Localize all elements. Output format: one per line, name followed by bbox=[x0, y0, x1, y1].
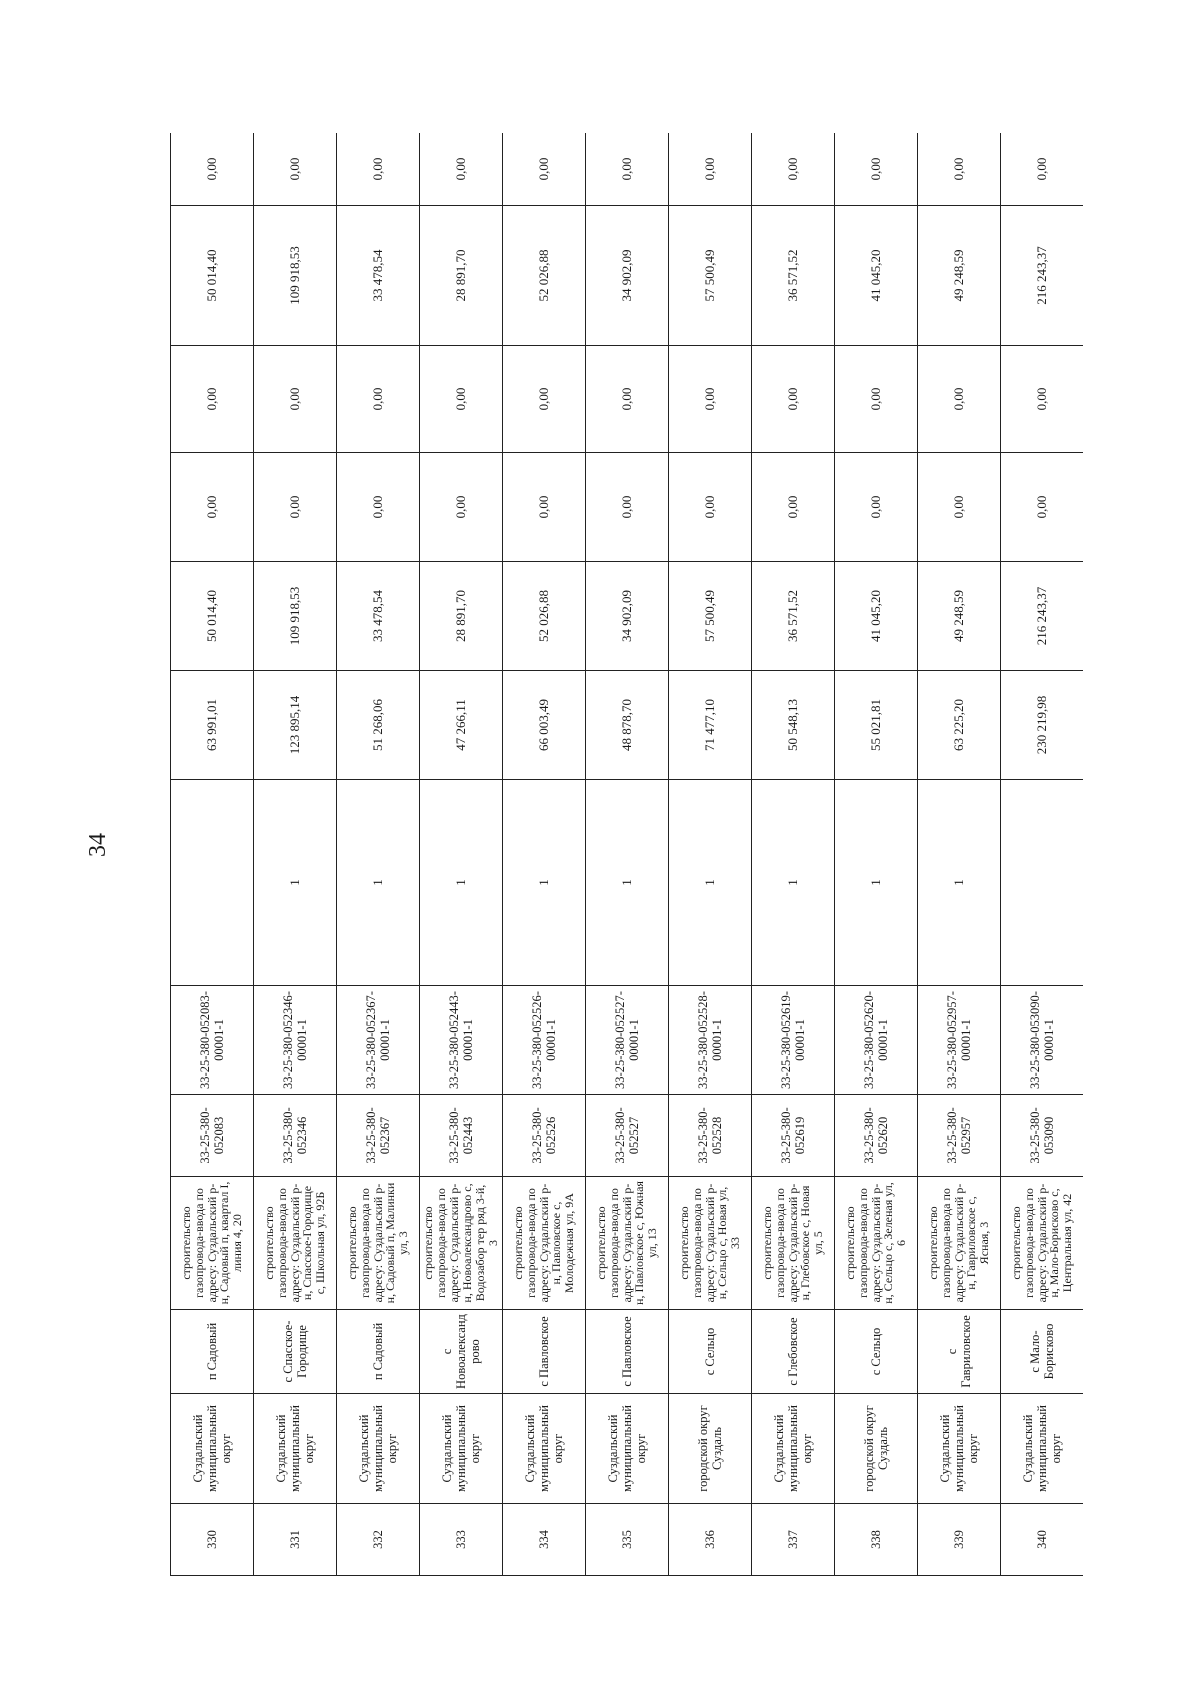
amount-cell: 0,00 bbox=[752, 453, 835, 562]
object-id-cell: 33-25-380-052346-00001-1 bbox=[254, 986, 337, 1095]
cost-cell: 55 021,81 bbox=[835, 671, 918, 780]
description-cell: строительство газопровода-ввода по адресу: Суздальский р-н, Спасское-Городище с, Школьная ул, 92Б bbox=[254, 1177, 337, 1310]
amount-cell: 28 891,70 bbox=[420, 562, 503, 671]
quantity-cell: 1 bbox=[254, 780, 337, 986]
amount-cell: 0,00 bbox=[586, 133, 669, 206]
table-row bbox=[254, 133, 337, 1576]
amount-cell: 57 500,49 bbox=[669, 206, 752, 346]
description-cell: строительство газопровода-ввода по адресу: Суздальский р-н, Сельцо с, Новая ул, 33 bbox=[669, 1177, 752, 1310]
amount-cell: 0,00 bbox=[669, 133, 752, 206]
amount-cell: 33 478,54 bbox=[337, 562, 420, 671]
row-number: 337 bbox=[752, 1504, 835, 1576]
cost-cell: 63 991,01 bbox=[171, 671, 254, 780]
code-cell: 33-25-380-052528 bbox=[669, 1095, 752, 1177]
description-cell: строительство газопровода-ввода по адресу: Суздальский р-н, Гавриловское с, Ясная, 3 bbox=[918, 1177, 1001, 1310]
cost-cell: 48 878,70 bbox=[586, 671, 669, 780]
amount-cell: 109 918,53 bbox=[254, 562, 337, 671]
cost-cell: 123 895,14 bbox=[254, 671, 337, 780]
locality-cell: п Садовый bbox=[171, 1310, 254, 1394]
code-cell: 33-25-380-052346 bbox=[254, 1095, 337, 1177]
cost-cell: 51 268,06 bbox=[337, 671, 420, 780]
quantity-cell: 1 bbox=[669, 780, 752, 986]
row-number: 330 bbox=[171, 1504, 254, 1576]
amount-cell: 0,00 bbox=[171, 133, 254, 206]
row-number: 331 bbox=[254, 1504, 337, 1576]
amount-cell: 0,00 bbox=[586, 453, 669, 562]
row-number: 334 bbox=[503, 1504, 586, 1576]
table-row bbox=[1001, 133, 1084, 1576]
amount-cell: 0,00 bbox=[420, 133, 503, 206]
table-row bbox=[918, 133, 1001, 1576]
amount-cell: 0,00 bbox=[420, 453, 503, 562]
amount-cell: 49 248,59 bbox=[918, 206, 1001, 346]
amount-cell: 41 045,20 bbox=[835, 562, 918, 671]
locality-cell: с Павловское bbox=[503, 1310, 586, 1394]
object-id-cell: 33-25-380-053090-00001-1 bbox=[1001, 986, 1084, 1095]
amount-cell: 0,00 bbox=[1001, 133, 1084, 206]
row-number: 338 bbox=[835, 1504, 918, 1576]
amount-cell: 0,00 bbox=[835, 133, 918, 206]
quantity-cell: 1 bbox=[420, 780, 503, 986]
locality-cell: с Глебовское bbox=[752, 1310, 835, 1394]
amount-cell: 216 243,37 bbox=[1001, 562, 1084, 671]
description-cell: строительство газопровода-ввода по адресу: Суздальский р-н, Павловское с, Молодежная ул, 9А bbox=[503, 1177, 586, 1310]
description-cell: строительство газопровода-ввода по адресу: Суздальский р-н, Новоалександрово с, Водозабор тер ряд 3-й, 3 bbox=[420, 1177, 503, 1310]
cost-cell: 47 266,11 bbox=[420, 671, 503, 780]
object-id-cell: 33-25-380-052527-00001-1 bbox=[586, 986, 669, 1095]
object-id-cell: 33-25-380-052957-00001-1 bbox=[918, 986, 1001, 1095]
quantity-cell: 1 bbox=[918, 780, 1001, 986]
amount-cell: 50 014,40 bbox=[171, 562, 254, 671]
amount-cell: 0,00 bbox=[752, 346, 835, 453]
row-number: 333 bbox=[420, 1504, 503, 1576]
cost-cell: 50 548,13 bbox=[752, 671, 835, 780]
amount-cell: 0,00 bbox=[835, 453, 918, 562]
quantity-cell: 1 bbox=[752, 780, 835, 986]
district-cell: Суздальский муниципальный округ bbox=[337, 1394, 420, 1504]
amount-cell: 0,00 bbox=[503, 346, 586, 453]
amount-cell: 0,00 bbox=[669, 346, 752, 453]
amount-cell: 0,00 bbox=[171, 346, 254, 453]
amount-cell: 0,00 bbox=[254, 453, 337, 562]
district-cell: Суздальский муниципальный округ bbox=[1001, 1394, 1084, 1504]
code-cell: 33-25-380-052083 bbox=[171, 1095, 254, 1177]
amount-cell: 28 891,70 bbox=[420, 206, 503, 346]
row-number: 340 bbox=[1001, 1504, 1084, 1576]
quantity-cell: 1 bbox=[586, 780, 669, 986]
quantity-cell: 1 bbox=[835, 780, 918, 986]
amount-cell: 0,00 bbox=[918, 133, 1001, 206]
amount-cell: 216 243,37 bbox=[1001, 206, 1084, 346]
locality-cell: с Спасское-Городище bbox=[254, 1310, 337, 1394]
amount-cell: 0,00 bbox=[420, 346, 503, 453]
amount-cell: 0,00 bbox=[503, 453, 586, 562]
amount-cell: 0,00 bbox=[586, 346, 669, 453]
description-cell: строительство газопровода-ввода по адресу: Суздальский р-н, Мало-Борисково с, Центральная ул, 42 bbox=[1001, 1177, 1084, 1310]
object-id-cell: 33-25-380-052620-00001-1 bbox=[835, 986, 918, 1095]
code-cell: 33-25-380-052443 bbox=[420, 1095, 503, 1177]
locality-cell: п Садовый bbox=[337, 1310, 420, 1394]
quantity-cell: 1 bbox=[337, 780, 420, 986]
amount-cell: 34 902,09 bbox=[586, 206, 669, 346]
cost-cell: 71 477,10 bbox=[669, 671, 752, 780]
district-cell: Суздальский муниципальный округ bbox=[420, 1394, 503, 1504]
row-number: 339 bbox=[918, 1504, 1001, 1576]
amount-cell: 33 478,54 bbox=[337, 206, 420, 346]
amount-cell: 36 571,52 bbox=[752, 562, 835, 671]
district-cell: Суздальский муниципальный округ bbox=[503, 1394, 586, 1504]
page-number: 34 bbox=[85, 833, 111, 857]
cost-cell: 230 219,98 bbox=[1001, 671, 1084, 780]
table-container bbox=[170, 133, 1083, 1576]
district-cell: Суздальский муниципальный округ bbox=[918, 1394, 1001, 1504]
district-cell: Суздальский муниципальный округ bbox=[586, 1394, 669, 1504]
amount-cell: 34 902,09 bbox=[586, 562, 669, 671]
code-cell: 33-25-380-052527 bbox=[586, 1095, 669, 1177]
table-row bbox=[503, 133, 586, 1576]
table-row bbox=[835, 133, 918, 1576]
amount-cell: 0,00 bbox=[918, 346, 1001, 453]
amount-cell: 0,00 bbox=[1001, 346, 1084, 453]
description-cell: строительство газопровода-ввода по адресу: Суздальский р-н, Глебовское с, Новая ул, 5 bbox=[752, 1177, 835, 1310]
locality-cell: с Сельцо bbox=[835, 1310, 918, 1394]
table-row bbox=[669, 133, 752, 1576]
locality-cell: с Сельцо bbox=[669, 1310, 752, 1394]
row-number: 332 bbox=[337, 1504, 420, 1576]
amount-cell: 0,00 bbox=[503, 133, 586, 206]
amount-cell: 52 026,88 bbox=[503, 562, 586, 671]
description-cell: строительство газопровода-ввода по адресу: Суздальский р-н, Садовый п, квартал I, линия 4, 20 bbox=[171, 1177, 254, 1310]
table-row bbox=[420, 133, 503, 1576]
row-number: 336 bbox=[669, 1504, 752, 1576]
cost-cell: 66 003,49 bbox=[503, 671, 586, 780]
amount-cell: 36 571,52 bbox=[752, 206, 835, 346]
quantity-cell bbox=[1001, 780, 1084, 986]
amount-cell: 0,00 bbox=[337, 346, 420, 453]
object-id-cell: 33-25-380-052528-00001-1 bbox=[669, 986, 752, 1095]
district-cell: Суздальский муниципальный округ bbox=[752, 1394, 835, 1504]
object-id-cell: 33-25-380-052083-00001-1 bbox=[171, 986, 254, 1095]
district-cell: Суздальский муниципальный округ bbox=[171, 1394, 254, 1504]
table-row bbox=[752, 133, 835, 1576]
table-body bbox=[171, 133, 1084, 1576]
description-cell: строительство газопровода-ввода по адресу: Суздальский р-н, Павловское с, Южная ул, 13 bbox=[586, 1177, 669, 1310]
amount-cell: 109 918,53 bbox=[254, 206, 337, 346]
table-row bbox=[586, 133, 669, 1576]
row-number: 335 bbox=[586, 1504, 669, 1576]
amount-cell: 0,00 bbox=[669, 453, 752, 562]
code-cell: 33-25-380-052619 bbox=[752, 1095, 835, 1177]
amount-cell: 0,00 bbox=[337, 453, 420, 562]
district-cell: городской округ Суздаль bbox=[835, 1394, 918, 1504]
amount-cell: 41 045,20 bbox=[835, 206, 918, 346]
table-row bbox=[171, 133, 254, 1576]
table-row bbox=[337, 133, 420, 1576]
code-cell: 33-25-380-052526 bbox=[503, 1095, 586, 1177]
cost-cell: 63 225,20 bbox=[918, 671, 1001, 780]
locality-cell: с Новоалександрово bbox=[420, 1310, 503, 1394]
amount-cell: 52 026,88 bbox=[503, 206, 586, 346]
locality-cell: с Гавриловское bbox=[918, 1310, 1001, 1394]
district-cell: Суздальский муниципальный округ bbox=[254, 1394, 337, 1504]
quantity-cell: 1 bbox=[503, 780, 586, 986]
object-id-cell: 33-25-380-052367-00001-1 bbox=[337, 986, 420, 1095]
description-cell: строительство газопровода-ввода по адресу: Суздальский р-н, Садовый п, Малинки ул, 3 bbox=[337, 1177, 420, 1310]
amount-cell: 0,00 bbox=[337, 133, 420, 206]
amount-cell: 0,00 bbox=[254, 346, 337, 453]
locality-cell: с Павловское bbox=[586, 1310, 669, 1394]
locality-cell: с Мало-Борисково bbox=[1001, 1310, 1084, 1394]
data-table bbox=[170, 133, 1083, 1576]
amount-cell: 0,00 bbox=[752, 133, 835, 206]
description-cell: строительство газопровода-ввода по адресу: Суздальский р-н, Сельцо с, Зеленая ул, 6 bbox=[835, 1177, 918, 1310]
code-cell: 33-25-380-052367 bbox=[337, 1095, 420, 1177]
quantity-cell bbox=[171, 780, 254, 986]
code-cell: 33-25-380-052620 bbox=[835, 1095, 918, 1177]
object-id-cell: 33-25-380-052619-00001-1 bbox=[752, 986, 835, 1095]
code-cell: 33-25-380-052957 bbox=[918, 1095, 1001, 1177]
amount-cell: 0,00 bbox=[254, 133, 337, 206]
object-id-cell: 33-25-380-052526-00001-1 bbox=[503, 986, 586, 1095]
object-id-cell: 33-25-380-052443-00001-1 bbox=[420, 986, 503, 1095]
amount-cell: 57 500,49 bbox=[669, 562, 752, 671]
amount-cell: 0,00 bbox=[171, 453, 254, 562]
amount-cell: 50 014,40 bbox=[171, 206, 254, 346]
amount-cell: 0,00 bbox=[918, 453, 1001, 562]
amount-cell: 49 248,59 bbox=[918, 562, 1001, 671]
amount-cell: 0,00 bbox=[835, 346, 918, 453]
code-cell: 33-25-380-053090 bbox=[1001, 1095, 1084, 1177]
amount-cell: 0,00 bbox=[1001, 453, 1084, 562]
district-cell: городской округ Суздаль bbox=[669, 1394, 752, 1504]
